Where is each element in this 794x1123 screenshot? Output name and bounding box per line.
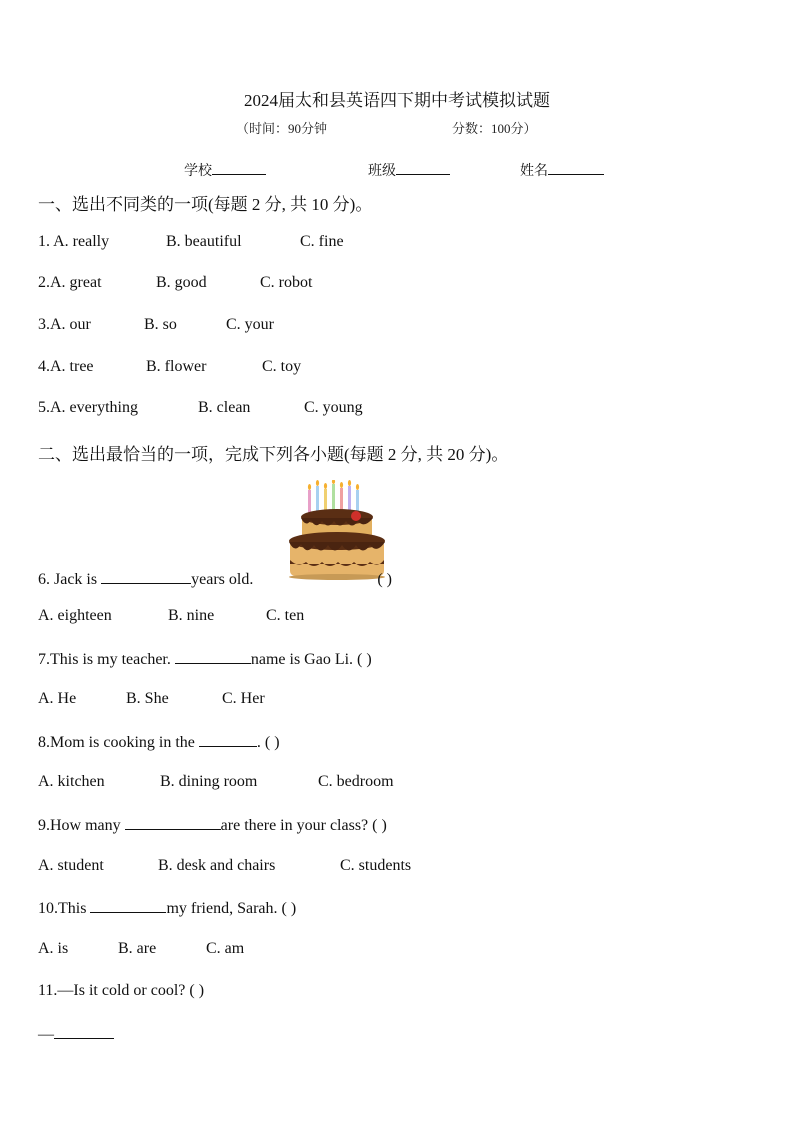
class-label: 班级: [368, 164, 396, 179]
option-b: B. desk and chairs: [158, 857, 276, 874]
option-a: A. student: [38, 857, 104, 874]
answer-blank[interactable]: [101, 569, 191, 584]
option-b: B. beautiful: [166, 233, 242, 250]
option-c: C. toy: [262, 358, 302, 375]
birthday-cake-image: [286, 480, 388, 580]
option-a: A. eighteen: [38, 607, 112, 624]
school-field: [184, 160, 266, 180]
school-label: 学校: [184, 164, 212, 179]
option-b: B. so: [144, 316, 177, 333]
option-c: C. young: [304, 399, 363, 416]
question-text: 6. Jack is: [38, 571, 98, 588]
option-c: C. bedroom: [318, 773, 394, 790]
option-c: C. students: [340, 857, 412, 874]
question-11: 11.—Is it cold or cool? ( ): [38, 982, 205, 999]
school-blank[interactable]: [212, 160, 266, 175]
question-text: 9.How many: [38, 817, 121, 834]
option-b: B. good: [156, 274, 207, 291]
question-text: 10.This: [38, 900, 87, 917]
name-blank[interactable]: [548, 160, 604, 175]
answer-paren[interactable]: ( ): [377, 571, 392, 588]
option-a: 4.A. tree: [38, 358, 94, 375]
option-c: C. am: [206, 940, 245, 957]
question-text: 8.Mom is cooking in the: [38, 734, 195, 751]
name-field: [520, 160, 604, 180]
section1-heading: 一、选出不同类的一项(每题 2 分, 共 10 分)。: [38, 195, 373, 214]
answer-blank[interactable]: [175, 649, 251, 664]
option-c: C. robot: [260, 274, 313, 291]
section2-heading: 二、选出最恰当的一项，完成下列各小题(每题 2 分, 共 20 分)。: [38, 445, 509, 464]
question-text: 7.This is my teacher.: [38, 651, 171, 668]
answer-blank[interactable]: [54, 1024, 114, 1039]
option-b: B. dining room: [160, 773, 258, 790]
question-7: [38, 649, 372, 669]
page-title: 2024届太和县英语四下期中考试模拟试题: [244, 91, 550, 110]
option-c: C. ten: [266, 607, 305, 624]
question-text: my friend, Sarah. ( ): [166, 900, 297, 917]
name-label: 姓名: [520, 164, 548, 179]
option-a: A. is: [38, 940, 69, 957]
question-10: [38, 898, 296, 918]
exam-score: 分数：100分）: [452, 121, 537, 136]
option-a: 1. A. really: [38, 233, 110, 250]
question-text: . ( ): [256, 734, 280, 751]
option-a: 2.A. great: [38, 274, 102, 291]
option-a: 5.A. everything: [38, 399, 138, 416]
question-text: years old.: [191, 571, 254, 588]
answer-dash: —: [38, 1026, 54, 1043]
question-text: name is Gao Li. ( ): [250, 651, 372, 668]
question-6: [38, 569, 392, 589]
option-b: B. nine: [168, 607, 215, 624]
option-b: B. are: [118, 940, 157, 957]
question-8: [38, 732, 280, 752]
option-b: B. She: [126, 690, 169, 707]
option-b: B. flower: [146, 358, 207, 375]
option-a: A. kitchen: [38, 773, 105, 790]
question-text: are there in your class? ( ): [220, 817, 387, 834]
answer-blank[interactable]: [199, 732, 257, 747]
answer-blank[interactable]: [125, 815, 221, 830]
option-a: A. He: [38, 690, 77, 707]
exam-time: （时间：90分钟: [236, 121, 328, 136]
class-blank[interactable]: [396, 160, 450, 175]
question-9: [38, 815, 387, 835]
option-a: 3.A. our: [38, 316, 91, 333]
answer-line: [38, 1024, 114, 1044]
option-c: C. fine: [300, 233, 344, 250]
option-c: C. Her: [222, 690, 265, 707]
option-c: C. your: [226, 316, 274, 333]
answer-blank[interactable]: [90, 898, 166, 913]
class-field: [368, 160, 450, 180]
option-b: B. clean: [198, 399, 251, 416]
